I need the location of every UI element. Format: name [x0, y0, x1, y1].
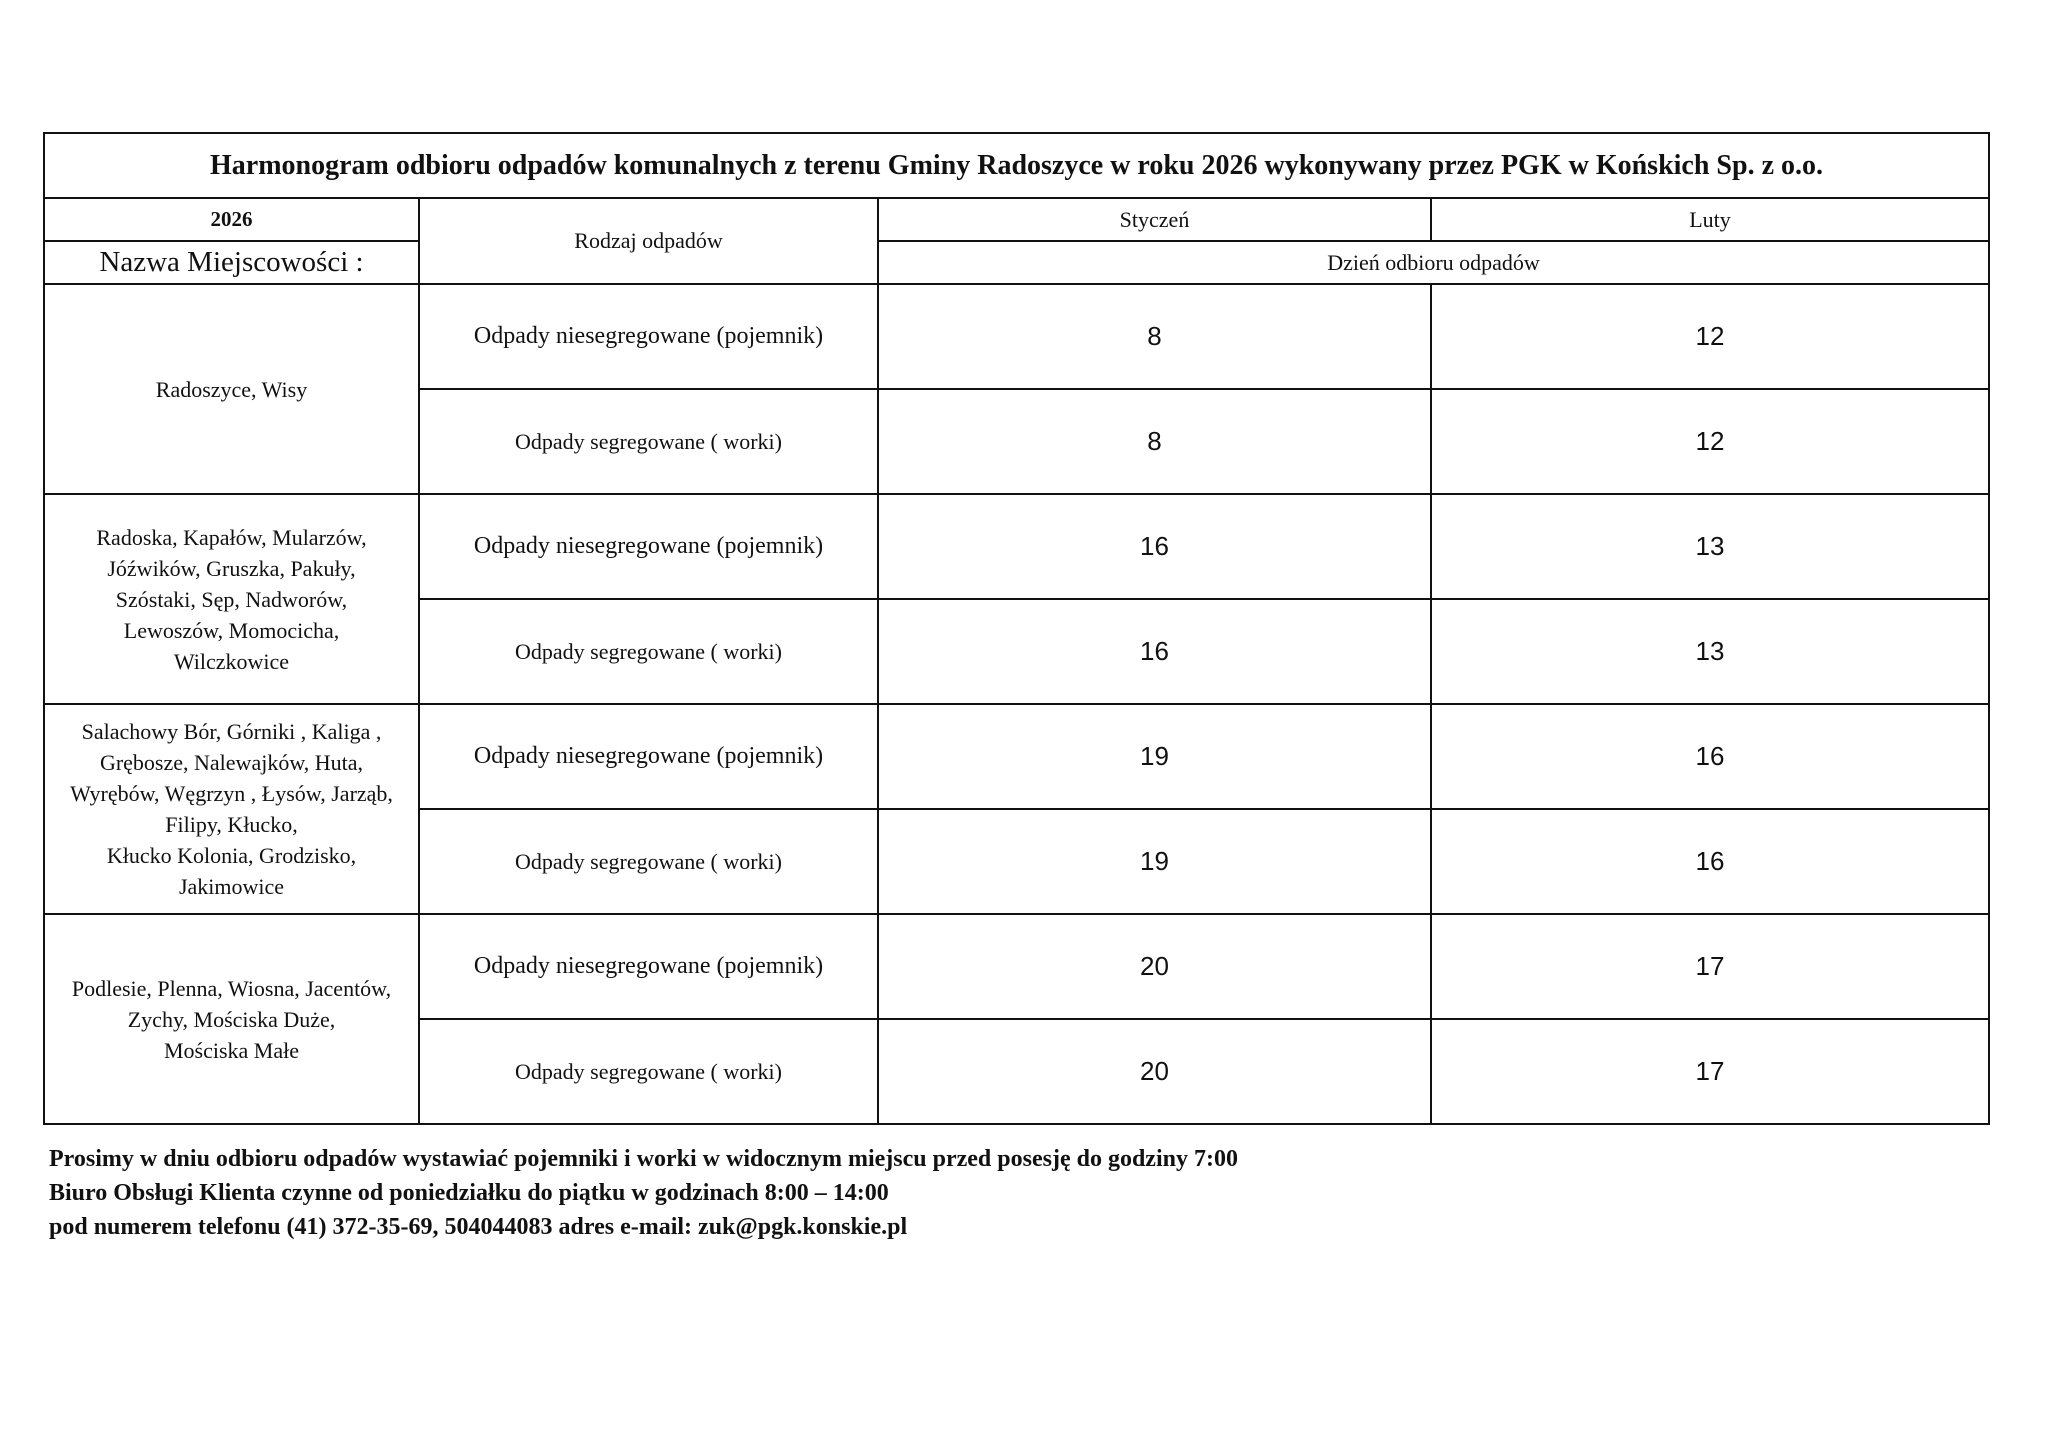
pickup-day-january: 19 [878, 809, 1431, 914]
note-line: Prosimy w dniu odbioru odpadów wystawiać pojemniki i worki w widocznym miejscu przed posesję do godziny 7:00 [49, 1146, 1238, 1172]
pickup-day-january: 16 [878, 494, 1431, 599]
notes-block [49, 1142, 1238, 1244]
pickup-day-february: 16 [1431, 704, 1989, 809]
table-row [44, 914, 1989, 1019]
waste-type-cell: Odpady niesegregowane (pojemnik) [419, 494, 878, 599]
schedule-table [43, 132, 1990, 1125]
waste-type-cell: Odpady segregowane ( worki) [419, 389, 878, 494]
table-row [44, 704, 1989, 809]
pickup-day-february: 13 [1431, 599, 1989, 704]
waste-type-cell: Odpady segregowane ( worki) [419, 1019, 878, 1124]
waste-type-cell: Odpady niesegregowane (pojemnik) [419, 284, 878, 389]
location-line: Filipy, Kłucko, [165, 812, 298, 837]
table-title: Harmonogram odbioru odpadów komunalnych z terenu Gminy Radoszyce w roku 2026 wykonywany przez PGK w Końskich Sp. z o.o. [44, 133, 1989, 198]
pickup-day-january: 19 [878, 704, 1431, 809]
note-line: Biuro Obsługi Klienta czynne od poniedziałku do piątku w godzinach 8:00 – 14:00 [49, 1180, 889, 1206]
year-header: 2026 [44, 198, 419, 241]
location-line: Jakimowice [178, 874, 285, 899]
pickup-day-january: 8 [878, 284, 1431, 389]
pickup-day-january: 16 [878, 599, 1431, 704]
month-header-january: Styczeń [878, 198, 1431, 241]
location-cell [44, 494, 419, 704]
pickup-day-january: 8 [878, 389, 1431, 494]
location-line: Wilczkowice [173, 648, 290, 674]
location-line: Jóźwików, Gruszka, Pakuły, [107, 555, 356, 581]
pickup-day-february: 12 [1431, 389, 1989, 494]
waste-type-header: Rodzaj odpadów [419, 198, 878, 284]
location-line: Szóstaki, Sęp, Nadworów, [115, 586, 348, 612]
note-line: pod numerem telefonu (41) 372-35-69, 504044083 adres e-mail: zuk@pgk.konskie.pl [49, 1214, 908, 1240]
pickup-day-header: Dzień odbioru odpadów [878, 241, 1989, 284]
location-line: Kłucko Kolonia, Grodzisko, [106, 843, 357, 868]
location-line: Grębosze, Nalewajków, Huta, [99, 750, 364, 775]
waste-type-cell: Odpady segregowane ( worki) [419, 809, 878, 914]
pickup-day-february: 13 [1431, 494, 1989, 599]
waste-type-cell: Odpady segregowane ( worki) [419, 599, 878, 704]
location-line: Wyrębów, Węgrzyn , Łysów, Jarząb, [70, 781, 393, 806]
location-line: Radoska, Kapałów, Mularzów, [96, 524, 367, 550]
pickup-day-february: 17 [1431, 1019, 1989, 1124]
location-line: Podlesie, Plenna, Wiosna, Jacentów, [71, 975, 392, 1001]
header-row-1 [44, 198, 1989, 241]
location-cell [44, 914, 419, 1124]
header-row-2 [44, 241, 1989, 284]
table-row [44, 494, 1989, 599]
location-line: Mościska Małe [163, 1037, 300, 1063]
location-line: Salachowy Bór, Górniki , Kaliga , [81, 719, 382, 744]
location-name-header: Nazwa Miejscowości : [44, 241, 419, 284]
waste-type-cell: Odpady niesegregowane (pojemnik) [419, 914, 878, 1019]
pickup-day-february: 17 [1431, 914, 1989, 1019]
month-header-february: Luty [1431, 198, 1989, 241]
waste-type-cell: Odpady niesegregowane (pojemnik) [419, 704, 878, 809]
location-cell [44, 284, 419, 494]
pickup-day-february: 16 [1431, 809, 1989, 914]
location-line: Zychy, Mościska Duże, [127, 1006, 336, 1032]
title-row [44, 133, 1989, 198]
location-line: Lewoszów, Momocicha, [123, 617, 340, 643]
location-line: Radoszyce, Wisy [155, 376, 308, 402]
pickup-day-january: 20 [878, 1019, 1431, 1124]
table-row [44, 284, 1989, 389]
pickup-day-january: 20 [878, 914, 1431, 1019]
location-cell [44, 704, 419, 914]
pickup-day-february: 12 [1431, 284, 1989, 389]
